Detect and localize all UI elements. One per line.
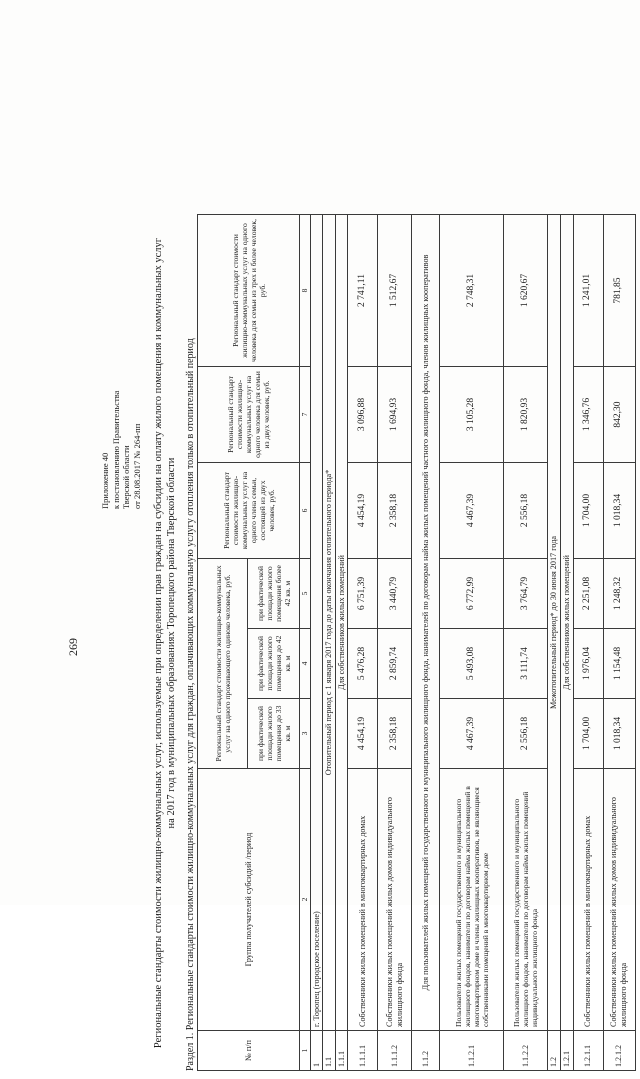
row-1-2-1-code: 1.2.1 [560, 1031, 573, 1071]
row-1-1-2-1-v7: 3 105,28 [440, 367, 504, 463]
title-line-1: Региональные стандарты стоимости жилищно-коммунальных услуг, используемые при определении прав граждан на субсидии на оплату жилого помещения и коммунальных услуг [153, 237, 164, 1049]
row-1-1-1 [335, 215, 348, 1071]
row-1-2-1-1-v4: 1 976,04 [573, 629, 603, 699]
rotated-document-sheet [60, 215, 629, 1079]
appendix-line-4: от 28.08.2017 № 264-пп [131, 423, 142, 509]
appendix-line-3: Тверской области [121, 445, 131, 509]
row-1-1-2-2-v3: 2 556,18 [504, 699, 548, 769]
colnum-1: 1 [300, 1031, 311, 1071]
row-1-1-1-2-label: Собственники жилых помещений жилых домов индивидуального жилищного фонда [378, 769, 412, 1031]
row-1-2-1-1-v6: 1 704,00 [573, 463, 603, 559]
row-1-1-1-2-v4: 2 859,74 [378, 629, 412, 699]
row-1-2-1-2 [603, 215, 635, 1071]
appendix-line-2: к постановлению Правительства [110, 390, 121, 509]
row-1-1-2-1-label: Пользователи жилых помещений государственного и муниципального жилищного фондов, наниматели по договорам найма жилых помещений в многоквартирном доме и члены жилищных кооперативов, не являющиеся собственниками помещений в многоквартирном доме [440, 769, 504, 1031]
row-1-1-2-2-v4: 3 111,74 [504, 629, 548, 699]
row-1-1-2-2 [504, 215, 548, 1071]
row-1-2-1-1-v7: 1 346,76 [573, 367, 603, 463]
row-1-1-1-1-v3: 4 454,19 [348, 699, 378, 769]
colnum-8: 8 [300, 215, 311, 367]
row-1-1-2-1-v3: 4 467,39 [440, 699, 504, 769]
row-1-2-code: 1.2 [548, 1031, 561, 1071]
colnum-3: 3 [300, 699, 311, 769]
section-title: Раздел 1. Региональные стандарты стоимости жилищно-коммунальных услуг для граждан, оплачивающих коммунальную услугу отопления только в отопительный период [185, 338, 196, 1071]
row-1-1-2-1-v6: 4 467,39 [440, 463, 504, 559]
row-1-1-1-1-v5: 6 751,39 [348, 559, 378, 629]
row-1-1-2-2-code: 1.1.2.2 [504, 1031, 548, 1071]
row-1-1-1-1-v8: 2 741,11 [348, 215, 378, 367]
row-1-1-1-1-v7: 3 096,88 [348, 367, 378, 463]
row-1-2-1-1-v8: 1 241,01 [573, 215, 603, 367]
row-1-1-2-1-v5: 6 772,99 [440, 559, 504, 629]
row-1-2-1-2-v3: 1 018,34 [603, 699, 635, 769]
row-1-2-1-2-code: 1.2.1.2 [603, 1031, 635, 1071]
header-col6: Региональный стандарт стоимости жилищно-коммунальных услуг на одного члена семьи, состоящей из двух человек, руб. [198, 463, 300, 559]
row-1-2-1 [560, 215, 573, 1071]
row-1-1-1-code: 1.1.1 [335, 1031, 348, 1071]
row-1-text: г. Торопец (городское поселение) [310, 215, 323, 1031]
row-1-1-1-2 [378, 215, 412, 1071]
row-1-1-1-2-v7: 1 694,93 [378, 367, 412, 463]
row-1-2-1-2-v6: 1 018,34 [603, 463, 635, 559]
row-1-2-1-2-v8: 781,85 [603, 215, 635, 367]
header-row-1 [198, 215, 248, 1071]
row-1-2-1-2-v4: 1 154,48 [603, 629, 635, 699]
appendix-line-1: Приложение 40 [100, 452, 110, 509]
document-title [152, 215, 178, 1071]
header-col7: Региональный стандарт стоимости жилищно-коммунальных услуг на одного человека для семьи из двух человек, руб. [198, 367, 300, 463]
row-1-1-1-1-code: 1.1.1.1 [348, 1031, 378, 1071]
row-1-2-1-text: Для собственников жилых помещений [560, 215, 573, 1031]
header-number: № п/п [198, 1031, 300, 1071]
row-1-1-1-2-code: 1.1.1.2 [378, 1031, 412, 1071]
header-col5: при фактической площади жилого помещения более 42 кв. м [248, 559, 300, 629]
header-col3: при фактической площади жилого помещения до 33 кв. м [248, 699, 300, 769]
row-1-1-1-1 [348, 215, 378, 1071]
row-1-1-1-2-v3: 2 358,18 [378, 699, 412, 769]
row-1-2-text: Межотопительный период* до 30 июня 2017 года [548, 215, 561, 1031]
row-1-code: 1 [310, 1031, 323, 1071]
page-number: 269 [66, 638, 80, 656]
row-1-2-1-1-v5: 2 251,08 [573, 559, 603, 629]
row-1-2-1-2-v5: 1 248,32 [603, 559, 635, 629]
row-1-2-1-1-code: 1.2.1.1 [573, 1031, 603, 1071]
row-1-2-1-1 [573, 215, 603, 1071]
row-1-2-1-2-label: Собственники жилых помещений жилых домов индивидуального жилищного фонда [603, 769, 635, 1031]
row-1-1-text: Отопительный период с 1 января 2017 года до даты окончания отопительного периода* [323, 215, 336, 1031]
row-1-1-1-2-v6: 2 358,18 [378, 463, 412, 559]
row-1-1-1-1-v6: 4 454,19 [348, 463, 378, 559]
header-col4: при фактической площади жилого помещения до 42 кв. м [248, 629, 300, 699]
row-1-1-2-1-v8: 2 748,31 [440, 215, 504, 367]
row-1-1-1-1-v4: 5 476,28 [348, 629, 378, 699]
row-1-1-1-1-label: Собственники жилых помещений в многоквартирных домах [348, 769, 378, 1031]
header-col8: Региональный стандарт стоимости жилищно-коммунальных услуг на одного человека для семьи из трех и более человек, руб. [198, 215, 300, 367]
column-number-row [300, 215, 311, 1071]
row-1-1-1-2-v8: 1 512,67 [378, 215, 412, 367]
row-1-1-2-text: Для пользователей жилых помещений государственного и муниципального жилищного фонда, нанимателей по договорам найма жилых помещений частного жилищного фонда, членов жилищных кооперативов [412, 215, 440, 1031]
row-1-2-1-1-v3: 1 704,00 [573, 699, 603, 769]
colnum-7: 7 [300, 367, 311, 463]
row-1-1-2-code: 1.1.2 [412, 1031, 440, 1071]
row-1-2 [548, 215, 561, 1071]
row-1-1-2-2-v6: 2 556,18 [504, 463, 548, 559]
title-line-2: на 2017 год в муниципальных образованиях Торопецкого района Тверской области [166, 457, 177, 829]
row-1-1-2-1 [440, 215, 504, 1071]
colnum-5: 5 [300, 559, 311, 629]
row-1-1-2-2-label: Пользователи жилых помещений государственного и муниципального жилищного фондов, наниматели по договорам найма жилых помещений индивидуального жилищного фонда [504, 769, 548, 1031]
colnum-2: 2 [300, 769, 311, 1031]
row-1 [310, 215, 323, 1071]
header-regional-standard: Региональный стандарт стоимости жилищно-коммунальных услуг на одного проживающего одиноко человека, руб. [198, 559, 248, 769]
row-1-1-2-2-v8: 1 620,67 [504, 215, 548, 367]
colnum-4: 4 [300, 629, 311, 699]
row-1-1-2-2-v7: 1 820,93 [504, 367, 548, 463]
row-1-1-code: 1.1 [323, 1031, 336, 1071]
header-group: Группа получателей субсидий /период [198, 769, 300, 1031]
row-1-1-2-1-v4: 5 493,08 [440, 629, 504, 699]
colnum-6: 6 [300, 463, 311, 559]
row-1-1-1-2-v5: 3 440,79 [378, 559, 412, 629]
row-1-2-1-1-label: Собственники жилых помещений в многоквартирных домах [573, 769, 603, 1031]
row-1-1-2-1-code: 1.1.2.1 [440, 1031, 504, 1071]
row-1-2-1-2-v7: 842,30 [603, 367, 635, 463]
row-1-1 [323, 215, 336, 1071]
row-1-1-1-text: Для собственников жилых помещений [335, 215, 348, 1031]
row-1-1-2-2-v5: 3 764,79 [504, 559, 548, 629]
appendix-note [100, 279, 142, 509]
row-1-1-2 [412, 215, 440, 1071]
standards-table [197, 214, 636, 1071]
